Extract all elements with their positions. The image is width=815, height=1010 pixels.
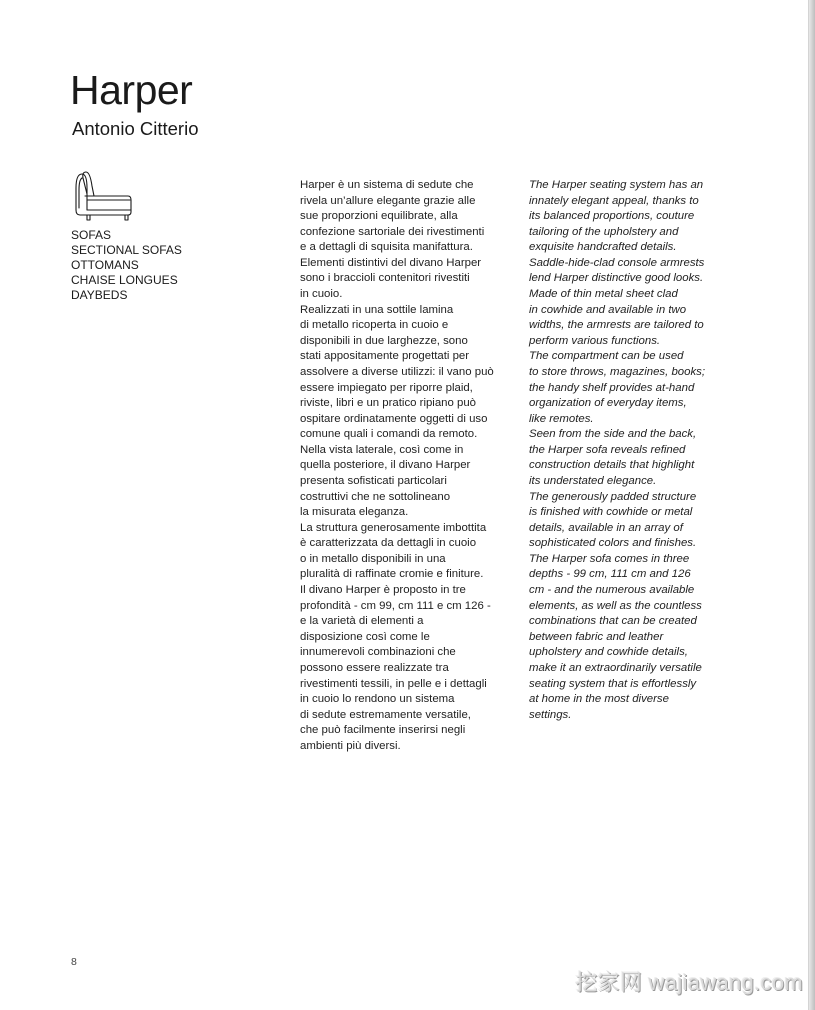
watermark: 挖家网 wajiawang.com <box>575 970 803 995</box>
category-daybeds: DAYBEDS <box>71 288 128 303</box>
page-number: 8 <box>71 956 77 968</box>
category-ottomans: OTTOMANS <box>71 258 139 273</box>
page-edge <box>809 0 815 1010</box>
category-sofas: SOFAS <box>71 228 112 242</box>
category-chaise-longues: CHAISE LONGUES <box>71 273 178 288</box>
sofa-icon <box>70 168 132 222</box>
designer-name: Antonio Citterio <box>72 118 199 139</box>
category-sectional-sofas: SECTIONAL SOFAS <box>71 243 182 258</box>
page-title: Harper <box>70 67 193 113</box>
italian-description: Harper è un sistema di sedute che rivela un’allure elegante grazie alle sue proporzioni equilibrate, alla confezione sartoriale dei rivestimenti e a dettagli di squisita manifattura. Elementi distintivi del divano Harper sono i braccioli contenitori rivestiti in cuoio. Realizzati in una sottile lamina di metallo ricoperta in cuoio e disponibili in due larghezze, sono stati appositamente progettati per assolvere a diverse utilizzi: il vano può essere impiegato per riporre plaid, riviste, libri e un pratico ripiano può ospitare ordinatamente oggetti di uso comune quali i comandi da remoto. Nella vista laterale, così come in quella posteriore, il divano Harper presenta sofisticati particolari costruttivi che ne sottolineano la misurata eleganza. La struttura generosamente imbottita è caratterizzata da dettagli in cuoio o in metallo disponibili in una pluralità di raffinate cromie e finiture. Il divano Harper è proposto in tre profondità - cm 99, cm 111 e cm 126 - e la varietà di elementi a disposizione così come le innumerevoli combinazioni che possono essere realizzate tra rivestimenti tessili, in pelle e i dettagli in cuoio lo rendono un sistema di sedute estremamente versatile, che può facilmente inserirsi negli ambienti più diversi. <box>300 179 494 752</box>
category-list <box>71 228 182 303</box>
english-description: The Harper seating system has an innately elegant appeal, thanks to its balanced proportions, couture tailoring of the upholstery and exquisite handcrafted details. Saddle-hide-clad console armrests lend Harper distinctive good looks. Made of thin metal sheet clad in cowhide and available in two widths, the armrests are tailored to perform various functions. The compartment can be used to store throws, magazines, books; the handy shelf provides at-hand organization of everyday items, like remotes. Seen from the side and the back, the Harper sofa reveals refined construction details that highlight its understated elegance. The generously padded structure is finished with cowhide or metal details, available in an array of sophisticated colors and finishes. The Harper sofa comes in three depths - 99 cm, 111 cm and 126 cm - and the numerous available elements, as well as the countless combinations that can be created between fabric and leather upholstery and cowhide details, make it an extraordinarily versatile seating system that is effortlessly at home in the most diverse settings. <box>529 179 706 721</box>
